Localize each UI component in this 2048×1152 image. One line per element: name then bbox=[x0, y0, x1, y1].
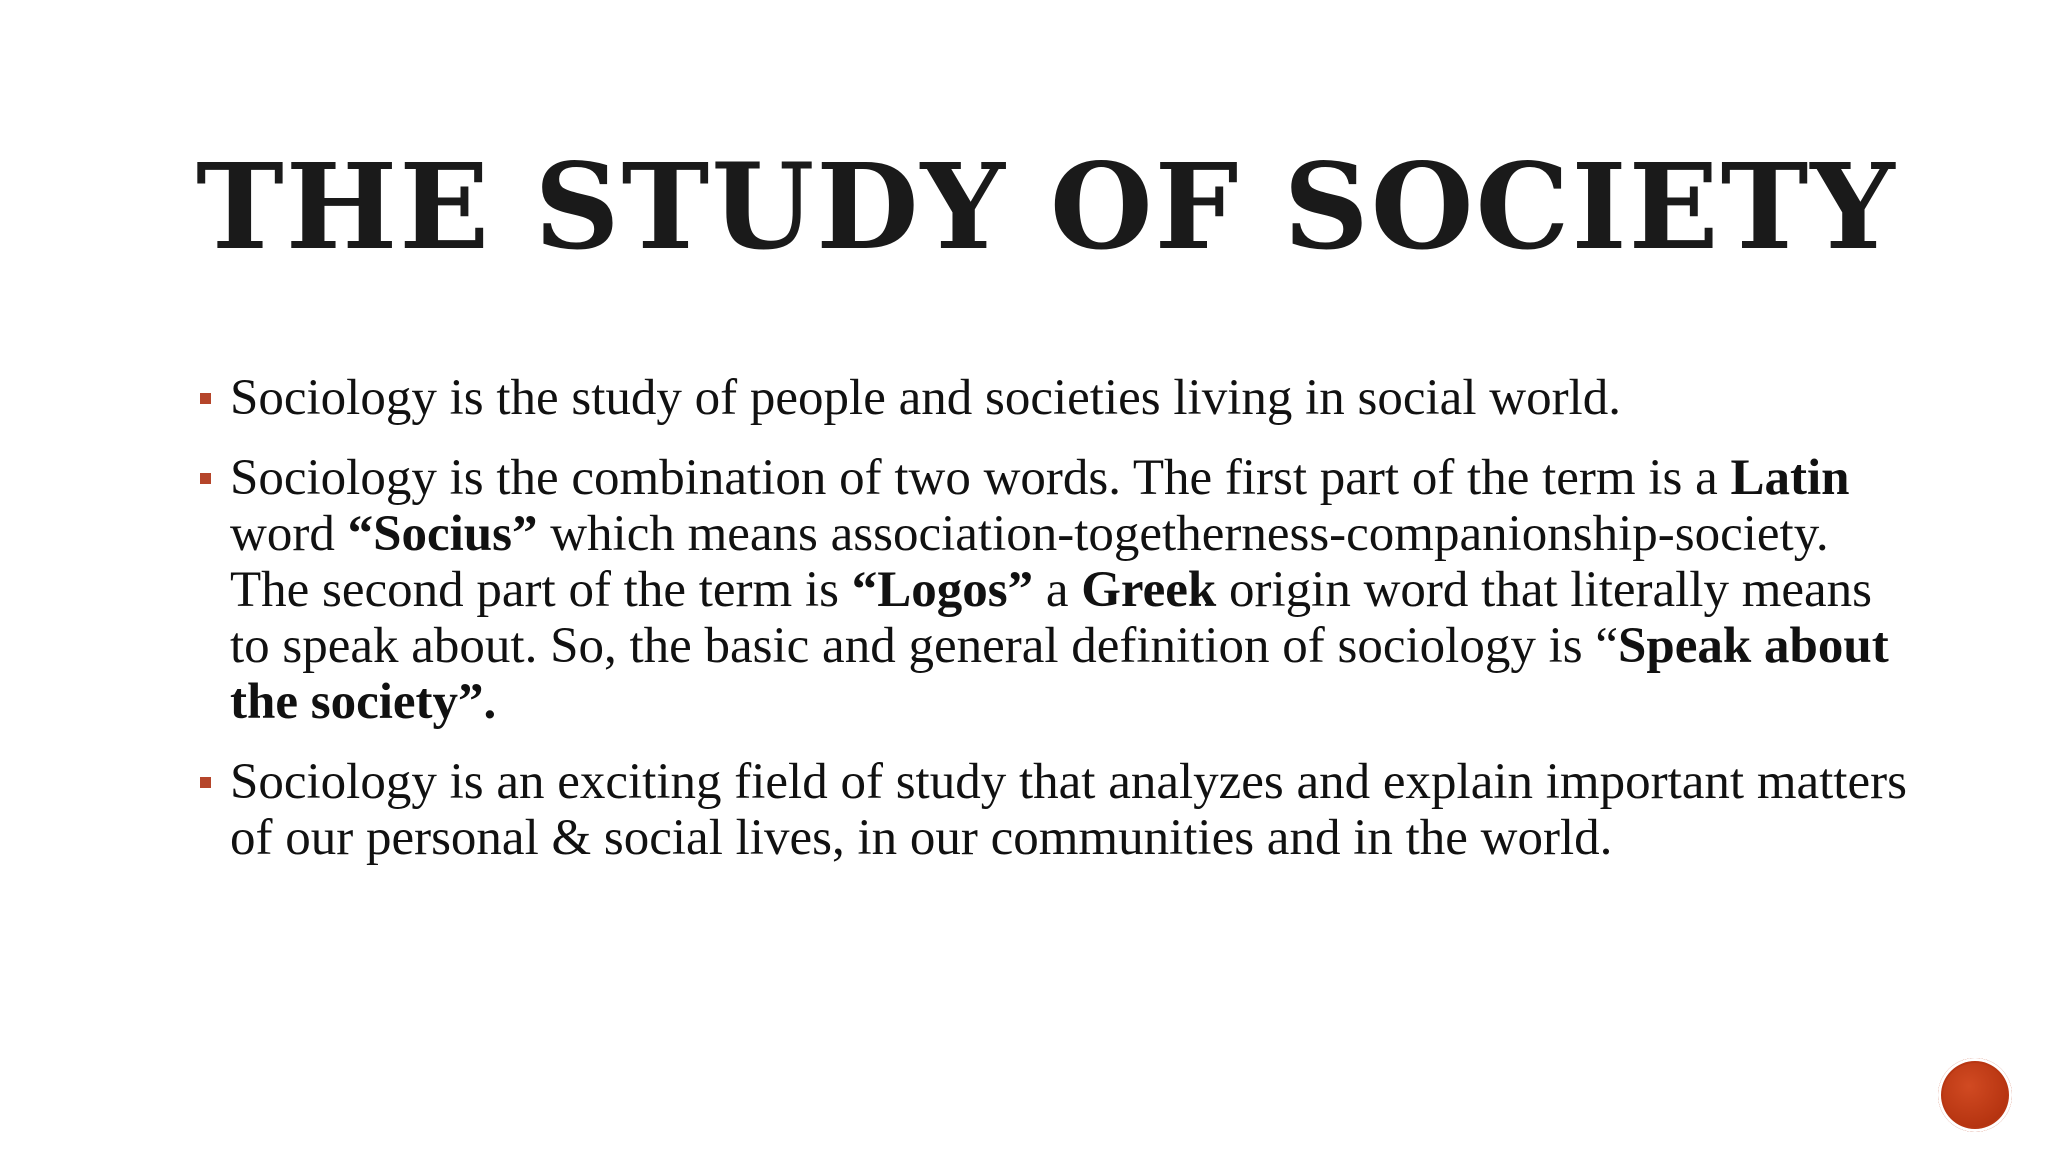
bullet-text: word bbox=[230, 506, 348, 562]
bullet-square-icon bbox=[200, 473, 211, 484]
bullet-text: a bbox=[1033, 562, 1082, 618]
bullet-text: origin word that literally means to speak about. So, the basic and general definition of sociology is “ bbox=[230, 562, 1873, 674]
bold-term-latin: Latin bbox=[1730, 450, 1850, 506]
bullet-item-1 bbox=[196, 370, 1916, 426]
bullet-item-3 bbox=[196, 754, 1916, 866]
bullet-text: which means association-togetherness-companionship-society. The second part of the term is bbox=[230, 506, 1829, 618]
bold-term-logos: “Logos” bbox=[851, 562, 1034, 618]
slide-title: THE STUDY OF SOCIETY bbox=[196, 137, 1897, 276]
bullet-list bbox=[196, 370, 1916, 890]
bold-term-socius: “Socius” bbox=[347, 506, 538, 562]
bullet-text: Sociology is an exciting field of study that analyzes and explain important matters of our personal & social lives, in our communities and in the world. bbox=[230, 754, 1907, 866]
bold-definition: Speak about the society”. bbox=[230, 618, 1889, 730]
bullet-item-2 bbox=[196, 450, 1916, 730]
bullet-text: Sociology is the study of people and societies living in social world. bbox=[230, 370, 1621, 426]
bullet-square-icon bbox=[200, 777, 211, 788]
circle-next-icon[interactable] bbox=[1938, 1058, 2012, 1132]
bold-term-greek: Greek bbox=[1081, 562, 1217, 618]
bullet-square-icon bbox=[200, 393, 211, 404]
bullet-text: Sociology is the combination of two words. The first part of the term is a bbox=[230, 450, 1731, 506]
